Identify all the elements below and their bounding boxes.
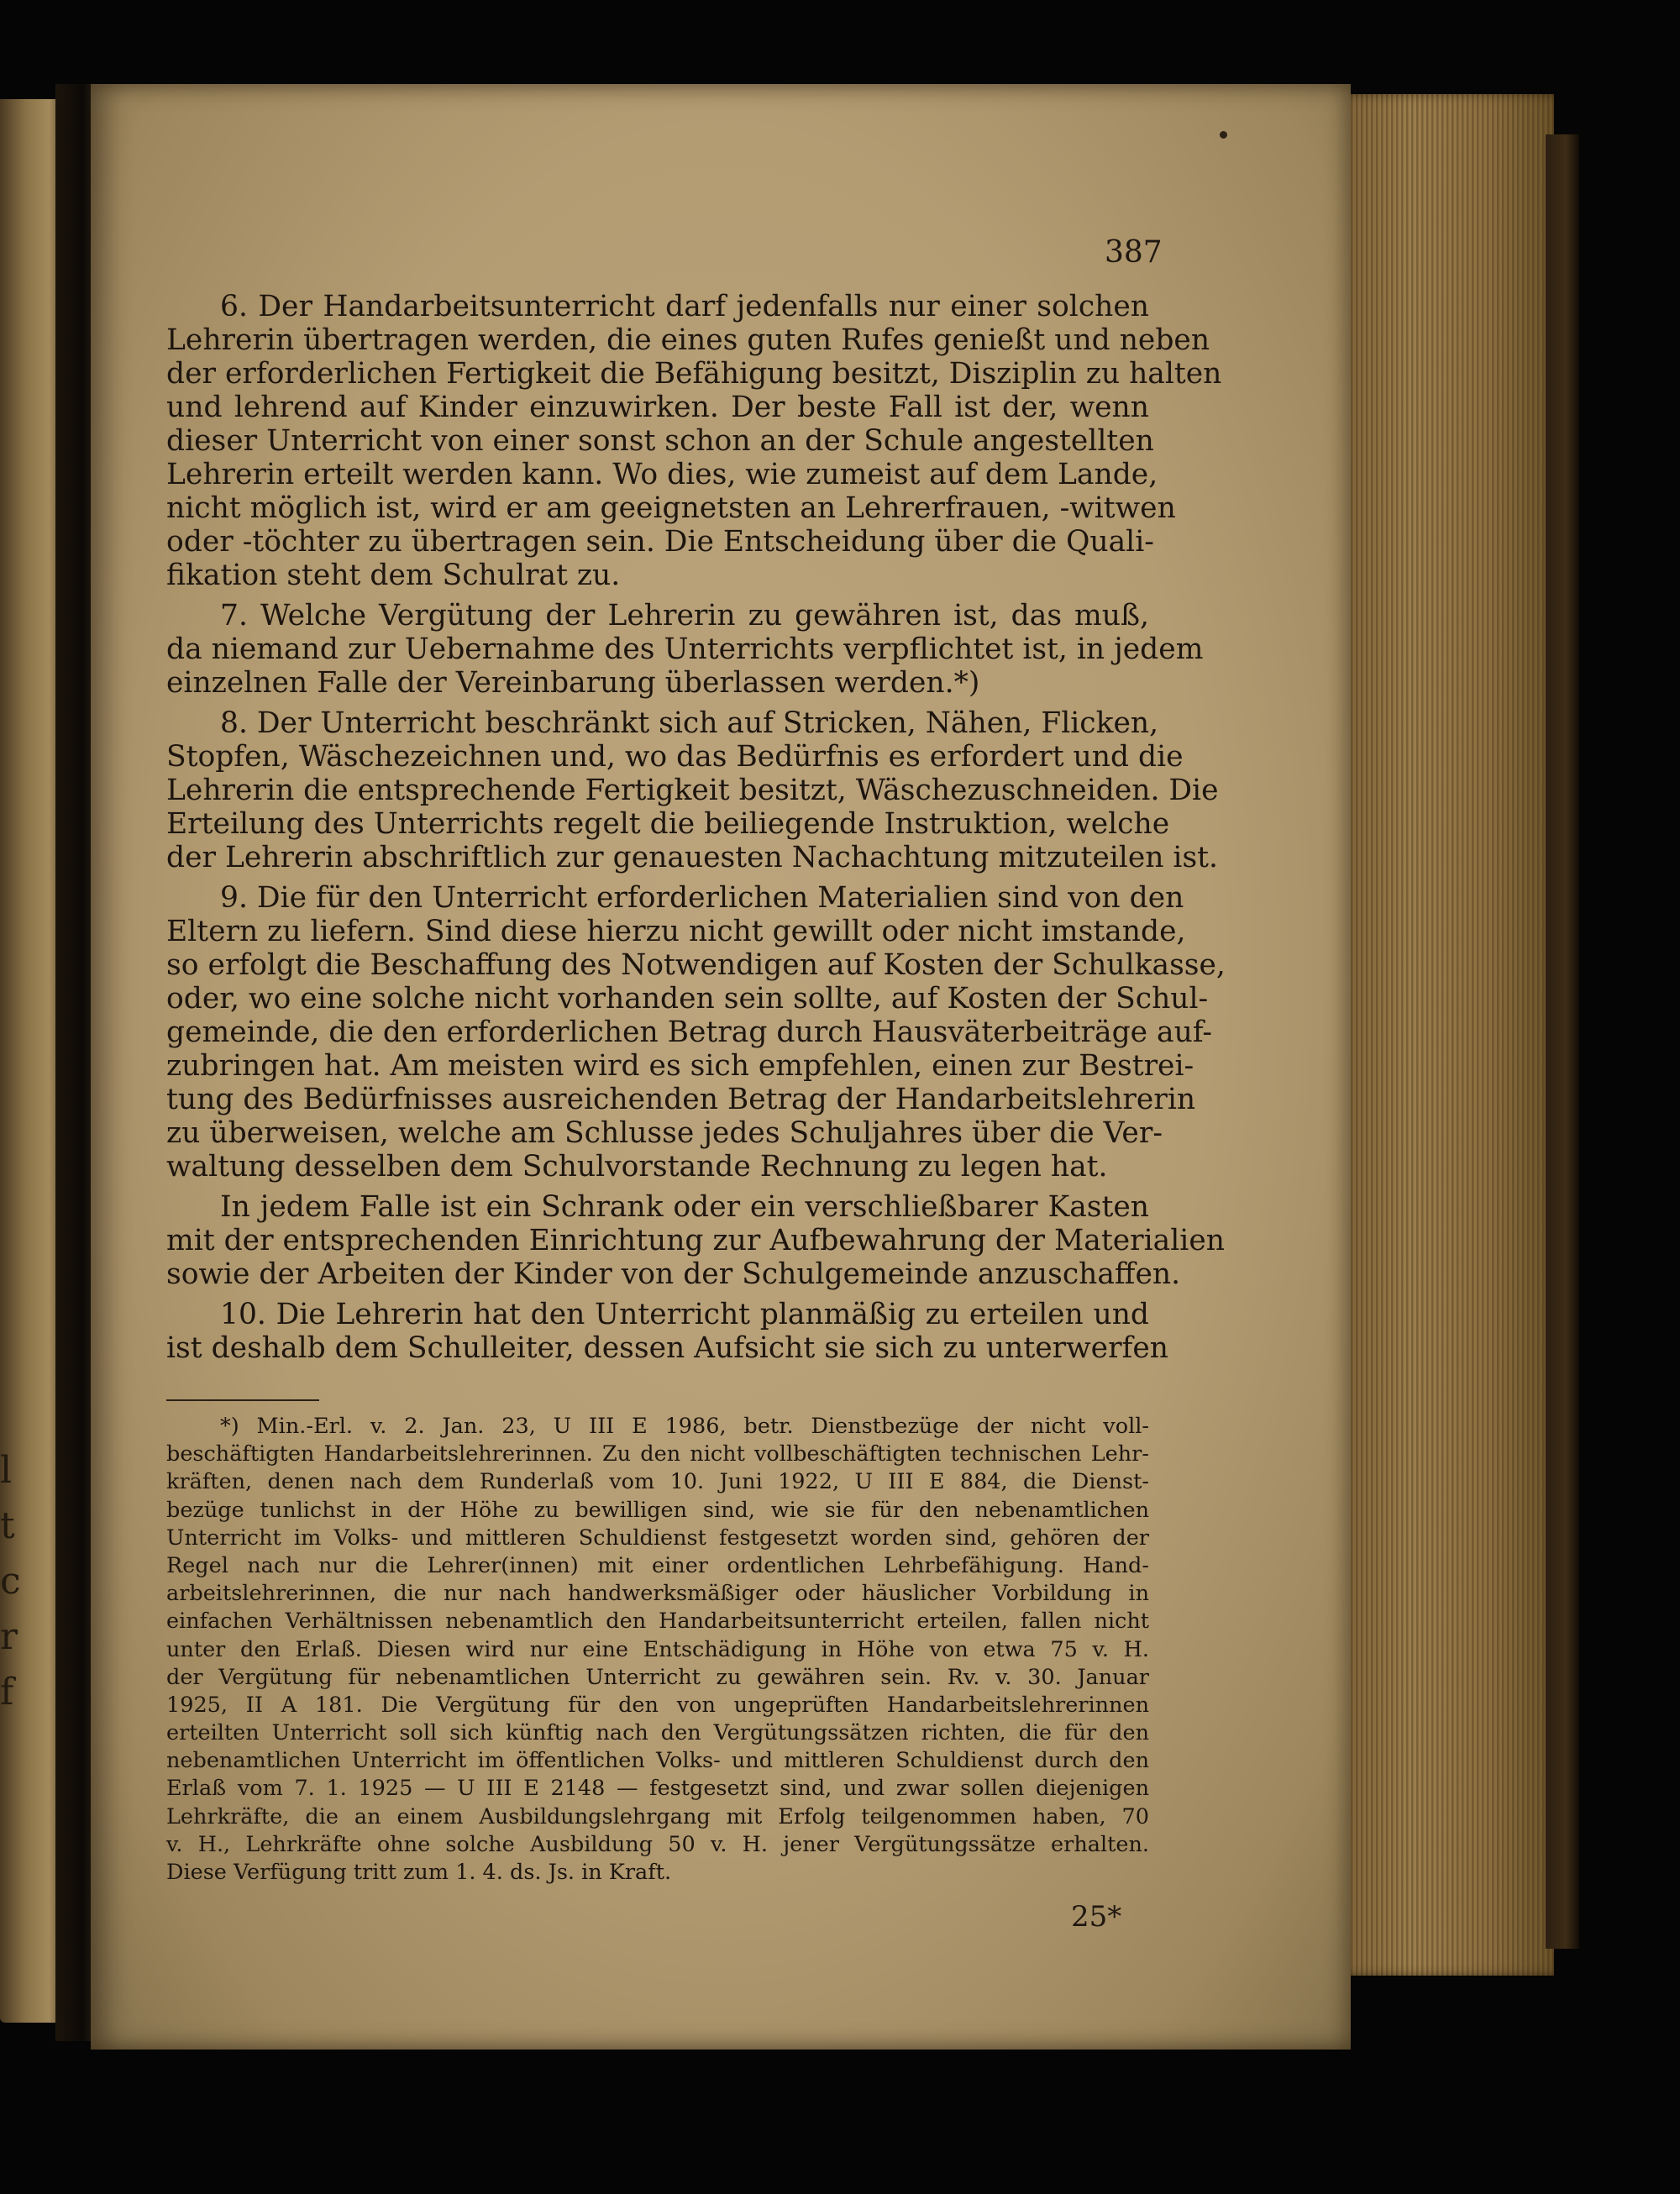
text-line: 8. Der Unterricht beschränkt sich auf Stricken, Nähen, Flicken, bbox=[220, 706, 1159, 740]
text-line: so erfolgt die Beschaffung des Notwendigen auf Kosten der Schulkasse, bbox=[166, 948, 1226, 982]
footnote-line: 1925, II A 181. Die Vergütung für den von ungeprüften Handarbeitslehrerinnen bbox=[166, 1692, 1149, 1718]
text-line: waltung desselben dem Schulvorstande Rechnung zu legen hat. bbox=[166, 1150, 1108, 1184]
text-line: dieser Unterricht von einer sonst schon an der Schule angestellten bbox=[166, 424, 1154, 458]
left-page-glyph: r bbox=[0, 1615, 18, 1658]
footnote-line: Unterricht im Volks- und mittleren Schuldienst festgesetzt worden sind, gehören der bbox=[166, 1525, 1149, 1551]
body-text bbox=[166, 290, 1226, 1365]
left-page-glyph: c bbox=[0, 1560, 21, 1603]
page-stack-edge bbox=[1336, 94, 1554, 1976]
paragraph-gap bbox=[166, 592, 1149, 599]
left-page-glyph: f bbox=[0, 1671, 14, 1714]
footnote-line: nebenamtlichen Unterricht im öffentlichen Volks- und mittleren Schuldienst durch den bbox=[166, 1748, 1149, 1774]
text-line: zu überweisen, welche am Schlusse jedes Schuljahres über die Ver- bbox=[166, 1116, 1163, 1150]
text-line: Stopfen, Wäschezeichnen und, wo das Bedürfnis es erfordert und die bbox=[166, 740, 1184, 774]
sheet-signature: 25* bbox=[1071, 1900, 1122, 1934]
left-page-text-fragments bbox=[0, 1443, 25, 1720]
text-line: Eltern zu liefern. Sind diese hierzu nicht gewillt oder nicht imstande, bbox=[166, 915, 1186, 948]
text-line: Lehrerin die entsprechende Fertigkeit besitzt, Wäschezuschneiden. Die bbox=[166, 774, 1219, 807]
footnote-line: Erlaß vom 7. 1. 1925 — U III E 2148 — festgesetzt sind, und zwar sollen diejenigen bbox=[166, 1776, 1149, 1802]
text-line: einzelnen Falle der Vereinbarung überlassen werden.*) bbox=[166, 666, 980, 700]
footnote-line: bezüge tunlichst in der Höhe zu bewilligen sind, wie sie für den nebenamtlichen bbox=[166, 1497, 1149, 1523]
text-line: Lehrerin übertragen werden, die eines guten Rufes genießt und neben bbox=[166, 323, 1210, 357]
footnote-line: einfachen Verhältnissen nebenamtlich den Handarbeitsunterricht erteilen, fallen nicht bbox=[166, 1609, 1149, 1635]
paragraph-gap bbox=[166, 874, 1149, 881]
book-cover-edge bbox=[1546, 134, 1579, 1949]
footnote-line: erteilten Unterricht soll sich künftig nach den Vergütungssätzen richten, die für den bbox=[166, 1720, 1149, 1746]
text-line: der erforderlichen Fertigkeit die Befähigung besitzt, Disziplin zu halten bbox=[166, 357, 1222, 391]
paragraph-gap bbox=[166, 1184, 1149, 1190]
footnote-line: v. H., Lehrkräfte ohne solche Ausbildung 50 v. H. jener Vergütungssätze erhalten. bbox=[166, 1831, 1149, 1857]
text-line: mit der entsprechenden Einrichtung zur Aufbewahrung der Materialien bbox=[166, 1224, 1225, 1257]
ink-spot bbox=[1220, 131, 1227, 139]
text-line: und lehrend auf Kinder einzuwirken. Der beste Fall ist der, wenn bbox=[166, 391, 1149, 424]
text-line: 7. Welche Vergütung der Lehrerin zu gewähren ist, das muß, bbox=[220, 599, 1149, 632]
text-line: oder, wo eine solche nicht vorhanden sein sollte, auf Kosten der Schul- bbox=[166, 982, 1209, 1016]
paragraph-gap bbox=[166, 700, 1149, 706]
text-line: 10. Die Lehrerin hat den Unterricht planmäßig zu erteilen und bbox=[220, 1298, 1149, 1331]
text-line: der Lehrerin abschriftlich zur genauesten Nachachtung mitzuteilen ist. bbox=[166, 841, 1219, 874]
text-line: gemeinde, die den erforderlichen Betrag durch Hausväterbeiträge auf- bbox=[166, 1016, 1213, 1049]
text-line: tung des Bedürfnisses ausreichenden Betrag der Handarbeitslehrerin bbox=[166, 1083, 1196, 1116]
footnote-line: Lehrkräfte, die an einem Ausbildungslehrgang mit Erfolg teilgenommen haben, 70 bbox=[166, 1803, 1149, 1829]
footnote-line: arbeitslehrerinnen, die nur nach handwerksmäßiger oder häuslicher Vorbildung in bbox=[166, 1581, 1149, 1607]
footnote-line: der Vergütung für nebenamtlichen Unterricht zu gewähren sein. Rv. v. 30. Januar bbox=[166, 1664, 1149, 1690]
footnote-line: Regel nach nur die Lehrer(innen) mit einer ordentlichen Lehrbefähigung. Hand- bbox=[166, 1552, 1149, 1578]
page-number: 387 bbox=[1105, 235, 1163, 270]
text-line: In jedem Falle ist ein Schrank oder ein verschließbarer Kasten bbox=[220, 1190, 1149, 1224]
paragraph-gap bbox=[166, 1291, 1149, 1298]
footnote-line: unter den Erlaß. Diesen wird nur eine Entschädigung in Höhe von etwa 75 v. H. bbox=[166, 1636, 1149, 1662]
text-line: Lehrerin erteilt werden kann. Wo dies, wie zumeist auf dem Lande, bbox=[166, 458, 1158, 491]
text-line: oder -töchter zu übertragen sein. Die Entscheidung über die Quali- bbox=[166, 525, 1154, 559]
text-line: nicht möglich ist, wird er am geeignetsten an Lehrerfrauen, -witwen bbox=[166, 491, 1176, 525]
footnote-line: *) Min.-Erl. v. 2. Jan. 23, U III E 1986, betr. Dienstbezüge der nicht voll- bbox=[220, 1414, 1149, 1439]
text-line: fikation steht dem Schulrat zu. bbox=[166, 559, 621, 592]
footnote-line: Diese Verfügung tritt zum 1. 4. ds. Js. in Kraft. bbox=[166, 1860, 672, 1885]
footnote-line: beschäftigten Handarbeitslehrerinnen. Zu den nicht vollbeschäftigten technischen Lehr- bbox=[166, 1441, 1149, 1467]
left-page-glyph: t bbox=[0, 1504, 15, 1547]
text-line: da niemand zur Uebernahme des Unterrichts verpflichtet ist, in jedem bbox=[166, 632, 1204, 666]
footnote-line: kräften, denen nach dem Runderlaß vom 10. Juni 1922, U III E 884, die Dienst- bbox=[166, 1469, 1149, 1495]
left-page-glyph: l bbox=[0, 1449, 13, 1492]
text-line: Erteilung des Unterrichts regelt die beiliegende Instruktion, welche bbox=[166, 807, 1170, 841]
text-line: ist deshalb dem Schulleiter, dessen Aufsicht sie sich zu unterwerfen bbox=[166, 1331, 1168, 1365]
text-line: 9. Die für den Unterricht erforderlichen Materialien sind von den bbox=[220, 881, 1184, 915]
text-line: 6. Der Handarbeitsunterricht darf jedenfalls nur einer solchen bbox=[220, 290, 1149, 323]
footnote-rule bbox=[166, 1399, 319, 1401]
text-line: sowie der Arbeiten der Kinder von der Schulgemeinde anzuschaffen. bbox=[166, 1257, 1181, 1291]
footnote-text bbox=[166, 1413, 1149, 1887]
text-line: zubringen hat. Am meisten wird es sich empfehlen, einen zur Bestrei- bbox=[166, 1049, 1194, 1083]
